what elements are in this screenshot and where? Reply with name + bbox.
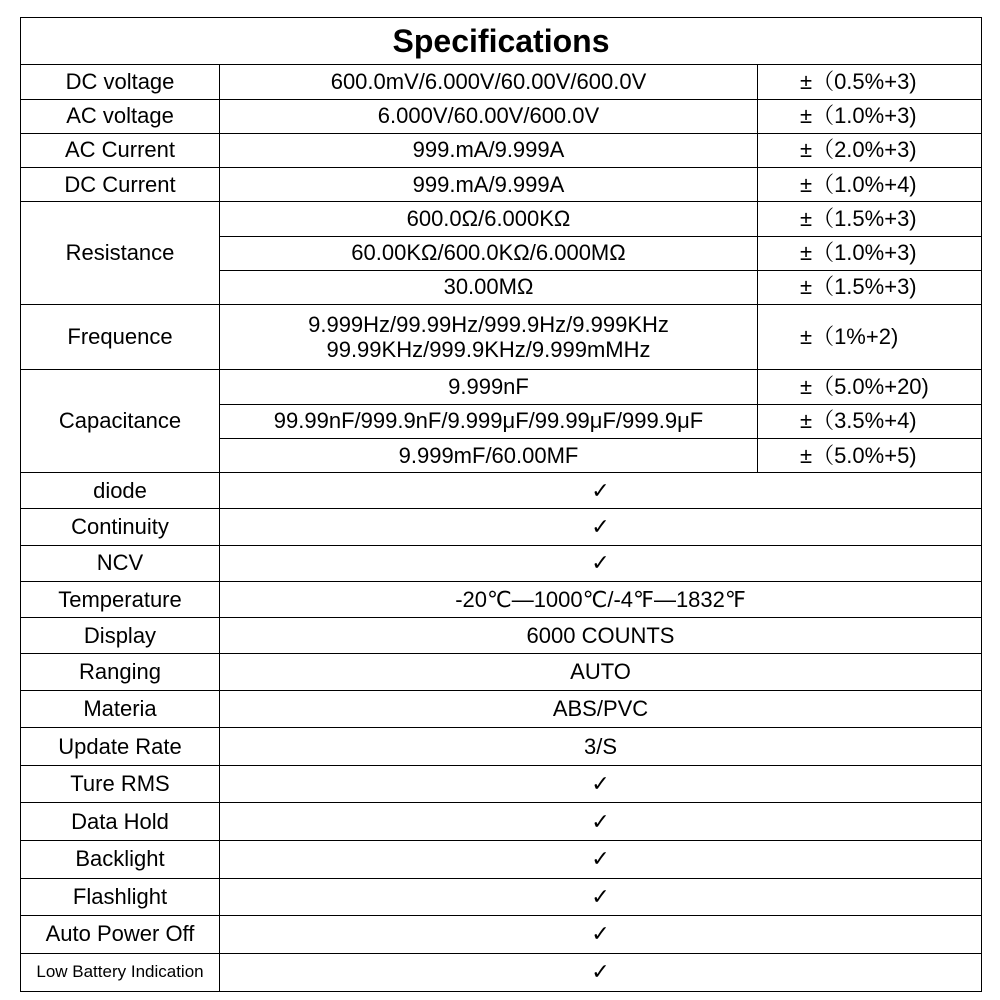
range-value: 99.99nF/999.9nF/9.999μF/99.99μF/999.9μF [220, 404, 758, 438]
table-row [21, 473, 982, 509]
row-label: Low Battery Indication [21, 953, 220, 992]
row-label: DC voltage [21, 65, 220, 99]
table-row [21, 953, 982, 992]
row-label: Materia [21, 690, 220, 727]
tolerance-value: ±（1.5%+3) [758, 202, 982, 236]
table-row [21, 202, 982, 236]
row-label: Data Hold [21, 803, 220, 840]
tolerance-value: ±（1%+2) [758, 304, 982, 369]
row-label: NCV [21, 545, 220, 581]
tolerance-value: ±（5.0%+20) [758, 370, 982, 404]
check-icon: ✓ [220, 916, 982, 953]
table-row [21, 545, 982, 581]
table-row [21, 766, 982, 803]
row-label: Ture RMS [21, 766, 220, 803]
range-line: 99.99KHz/999.9KHz/9.999mMHz [326, 337, 651, 363]
range-value: 999.mA/9.999A [220, 168, 758, 202]
range-value: 600.0mV/6.000V/60.00V/600.0V [220, 65, 758, 99]
range-value: 9.999mF/60.00MF [220, 438, 758, 472]
range-value: 9.999nF [220, 370, 758, 404]
row-label: Auto Power Off [21, 916, 220, 953]
range-line: 9.999Hz/99.99Hz/999.9Hz/9.999KHz [308, 312, 669, 338]
tolerance-value: ±（1.0%+4) [758, 168, 982, 202]
check-icon: ✓ [220, 473, 982, 509]
row-label: Continuity [21, 509, 220, 545]
table-row [21, 99, 982, 133]
check-icon: ✓ [220, 878, 982, 915]
range-value: 600.0Ω/6.000KΩ [220, 202, 758, 236]
check-icon: ✓ [220, 840, 982, 878]
row-label: Ranging [21, 654, 220, 690]
table-row [21, 916, 982, 953]
specifications-table [20, 17, 982, 992]
table-row [21, 803, 982, 840]
table-title: Specifications [21, 18, 982, 65]
row-label: AC voltage [21, 99, 220, 133]
title-row [21, 18, 982, 65]
table-row [21, 65, 982, 99]
table-row [21, 133, 982, 167]
tolerance-value: ±（2.0%+3) [758, 133, 982, 167]
row-label: Display [21, 618, 220, 654]
table-row [21, 727, 982, 765]
tolerance-value: ±（1.5%+3) [758, 270, 982, 304]
table-row [21, 304, 982, 369]
range-value [220, 304, 758, 369]
table-row [21, 509, 982, 545]
range-value: 999.mA/9.999A [220, 133, 758, 167]
row-label: diode [21, 473, 220, 509]
row-label: Update Rate [21, 727, 220, 765]
row-label: Capacitance [21, 370, 220, 473]
check-icon: ✓ [220, 803, 982, 840]
spec-value: 3/S [220, 727, 982, 765]
row-label: DC Current [21, 168, 220, 202]
row-label: Flashlight [21, 878, 220, 915]
table-row [21, 618, 982, 654]
row-label: Backlight [21, 840, 220, 878]
spec-value: 6000 COUNTS [220, 618, 982, 654]
row-label: Temperature [21, 581, 220, 617]
tolerance-value: ±（5.0%+5) [758, 438, 982, 472]
check-icon: ✓ [220, 509, 982, 545]
range-value: 30.00MΩ [220, 270, 758, 304]
row-label: AC Current [21, 133, 220, 167]
check-icon: ✓ [220, 545, 982, 581]
tolerance-value: ±（1.0%+3) [758, 236, 982, 270]
range-value: 6.000V/60.00V/600.0V [220, 99, 758, 133]
spec-value: -20℃—1000℃/-4℉—1832℉ [220, 581, 982, 617]
range-value: 60.00KΩ/600.0KΩ/6.000MΩ [220, 236, 758, 270]
tolerance-value: ±（1.0%+3) [758, 99, 982, 133]
tolerance-value: ±（3.5%+4) [758, 404, 982, 438]
table-row [21, 654, 982, 690]
table-row [21, 690, 982, 727]
spec-value: ABS/PVC [220, 690, 982, 727]
check-icon: ✓ [220, 953, 982, 992]
table-row [21, 370, 982, 404]
row-label: Resistance [21, 202, 220, 305]
table-row [21, 878, 982, 915]
tolerance-value: ±（0.5%+3) [758, 65, 982, 99]
check-icon: ✓ [220, 766, 982, 803]
spec-value: AUTO [220, 654, 982, 690]
table-row [21, 581, 982, 617]
table-row [21, 840, 982, 878]
table-row [21, 168, 982, 202]
row-label: Frequence [21, 304, 220, 369]
